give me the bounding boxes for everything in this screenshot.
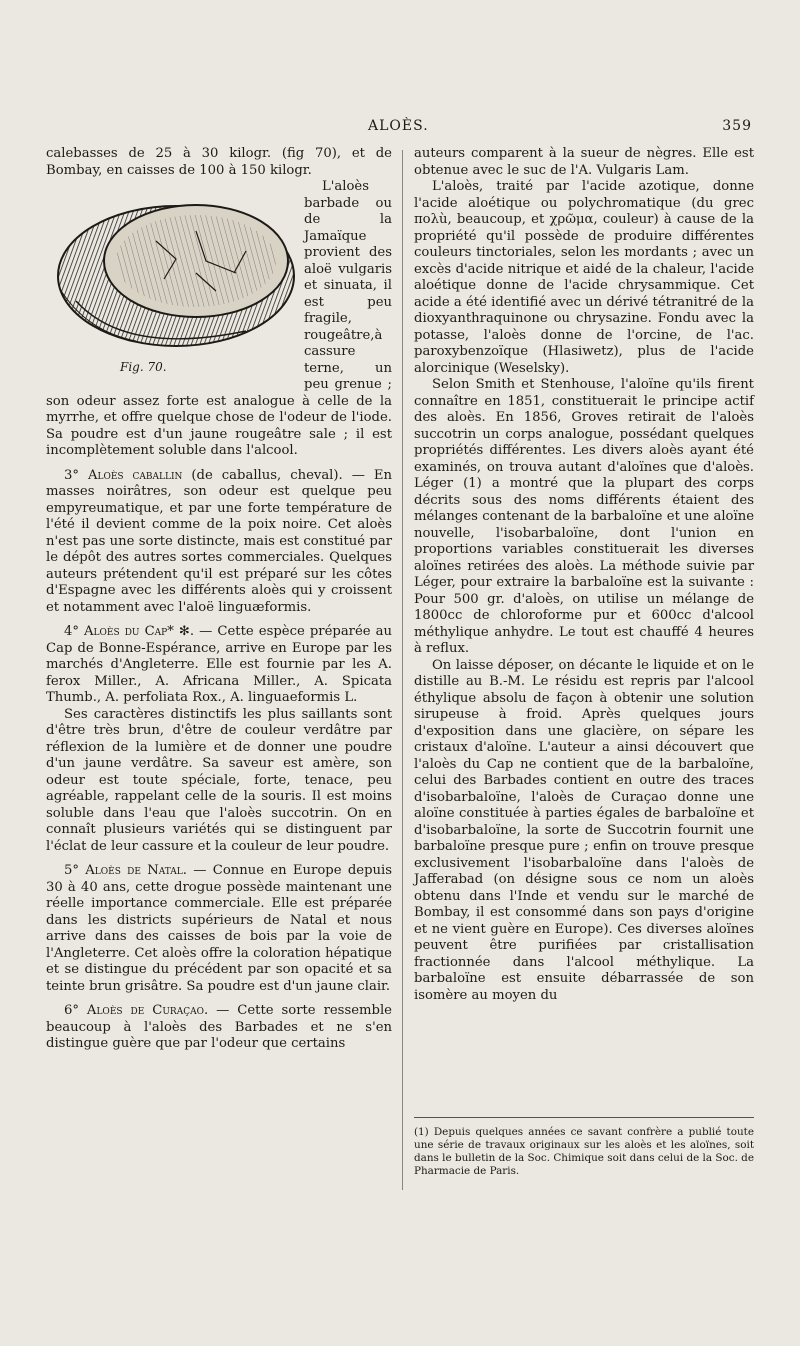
paragraph-barbade: L'aloès barbade ou de la Jamaïque provient des aloë vulgaris et sinuata, il est peu fragile, rougeâtre,à cassure terne, un peu grenue ; son odeur assez forte est analogue à celle de la myrrhe, et offre quelque chose de l'odeur de l'iode. Sa poudre est d'un jaune rougeâtre sale ; il est incomplètement soluble dans l'alcool. <box>46 179 392 458</box>
running-head <box>0 118 800 138</box>
section-heading: 6° Aloès de Curaçao. <box>64 1003 209 1018</box>
right-column <box>414 146 754 1004</box>
column-divider <box>402 150 403 1190</box>
paragraph-cap-characters: Ses caractères distinctifs les plus saillants sont d'être très brun, d'être de couleur verdâtre par réflexion de la lumière et de donner une poudre d'un jaune verdâtre. Sa saveur est amère, son odeur est toute spéciale, forte, tenace, peu agréable, rappelant celle de la souris. Il est moins soluble dans l'eau que l'aloès succotrin. On en connaît plusieurs variétés qui se distinguent par l'éclat de leur cassure et la couleur de leur poudre. <box>46 706 392 854</box>
section-text: — Connue en Europe depuis 30 à 40 ans, cette drogue possède maintenant une réelle importance commerciale. Elle est préparée dans les districts supérieurs de Natal et nous arrive dans des caisses de bois par la voie de l'Angleterre. Cet aloès offre la coloration hépatique et se distingue du précédent par son opacité et sa teinte brun grisâtre. Sa poudre est d'un jaune clair. <box>46 863 392 994</box>
section-curacao <box>46 1003 392 1053</box>
section-heading: 5° Aloès de Natal. <box>64 863 187 878</box>
paragraph-aloine: Selon Smith et Stenhouse, l'aloïne qu'ils firent connaître en 1851, constituerait le principe actif des aloès. En 1856, Groves retirait de l'aloès succotrin un corps analogue, possédant quelques propriétés différentes. Les divers aloès ayant été examinés, on trouva autant d'aloïnes que d'aloès. Léger (1) a montré que la plupart des corps décrits sous des noms différents étaient des mélanges contenant de la barbaloïne et une aloïne nouvelle, l'isobarbaloïne, dont l'union en proportions variables constituerait les diverses aloïnes retirées des aloès. La méthode suivie par Léger, pour extraire la barbaloïne est la suivante : Pour 500 gr. d'aloès, on utilise un mélange de 1800cc de chloroforme pur et 600cc d'alcool méthylique anhydre. Le tout est chauffé 4 heures à reflux. <box>414 377 754 656</box>
section-heading: 3° Aloès caballin <box>64 467 183 483</box>
section-text: (de caballus, cheval). — En masses noirâtres, son odeur est quelque peu empyreumatique, et par une forte température de l'été il devient comme de la poix noire. Cet aloès n'est pas une sorte distincte, mais est constitué par le dépôt des autres sortes commerciales. Quelques auteurs prétendent qu'il est préparé sur les côtes d'Espagne avec les différents aloès qui y croissent et notamment avec l'aloë linguæformis. <box>46 467 392 615</box>
section-text: — Cette sorte ressemble beaucoup à l'aloès des Barbades et ne s'en distingue guère que par l'odeur que certains <box>46 1003 392 1051</box>
section-natal <box>46 863 392 995</box>
section-heading: 4° Aloès du Cap* ✻. <box>64 624 195 639</box>
figure-70 <box>46 181 296 377</box>
paragraph-intro: calebasses de 25 à 30 kilogr. (fig 70), et de Bombay, en caisses de 100 à 150 kilogr. <box>46 146 392 178</box>
aloe-calabash-engraving <box>46 181 296 357</box>
footnote-rule <box>414 1117 754 1118</box>
running-title: ALOÈS. <box>368 118 429 134</box>
figure-caption: Fig. 70. <box>120 360 167 374</box>
section-text: — Cette espèce préparée au Cap de Bonne-Espérance, arrive en Europe par les marchés d'Angleterre. Elle est fournie par les A. ferox Miller., A. Africana Miller., A. Spicata Thumb., A. perfoliata Rox., A. linguaeformis L. <box>46 624 392 705</box>
page-number: 359 <box>722 118 752 134</box>
footnote: (1) Depuis quelques années ce savant confrère a publié toute une série de travaux originaux sur les aloès et les aloïnes, soit dans le bulletin de la Soc. Chimique soit dans celui de la Soc. de Pharmacie de Paris. <box>414 1126 754 1177</box>
section-cap <box>46 624 392 707</box>
paragraph-extraction: On laisse déposer, on décante le liquide et on le distille au B.-M. Le résidu est repris par l'alcool éthylique absolu de façon à obtenir une solution sirupeuse à froid. Après quelques jours d'exposition dans une glacière, on sépare les cristaux d'aloïne. L'auteur a ainsi découvert que l'aloès du Cap ne contient que de la barbaloïne, celui des Barbades contient en outre des traces d'isobarbaloïne, l'aloès de Curaçao donne une aloïne constituée à parties égales de barbaloïne et d'isobarbaloïne, la sorte de Succotrin fournit une barbaloïne presque pure ; enfin on trouve presque exclusivement l'isobarbaloïne dans l'aloès de Jafferabad (on désigne sous ce nom un aloès obtenu dans l'Inde et vendu sur le marché de Bombay, il est consommé dans son pays d'origine et ne vient guère en Europe). Ces diverses aloïnes peuvent être purifiées par cristallisation fractionnée dans l'alcool méthylique. La barbaloïne est ensuite débarrassée de son isomère au moyen du <box>414 657 754 1003</box>
paragraph-continuation: auteurs comparent à la sueur de nègres. Elle est obtenue avec le suc de l'A. Vulgaris Lam. <box>414 146 754 178</box>
paragraph-acide-aloetique: L'aloès, traité par l'acide azotique, donne l'acide aloétique ou polychromatique (du grec πολù, beaucoup, et χρῶμα, couleur) à cause de la propriété qu'il possède de produire différentes couleurs tinctoriales, selon les mordants ; avec un excès d'acide nitrique et aidé de la chaleur, l'acide aloétique donne de l'acide chrysammique. Cet acide a été identifié avec un dérivé tétranitré de la dioxyanthraquinone ou chrysazine. Fondu avec la potasse, l'aloès donne de l'orcine, de l'ac. paroxybenzoïque (Hlasiwetz), plus de l'acide alorcinique (Weselsky). <box>414 179 754 376</box>
left-column <box>46 146 392 1053</box>
section-caballin <box>46 468 392 617</box>
